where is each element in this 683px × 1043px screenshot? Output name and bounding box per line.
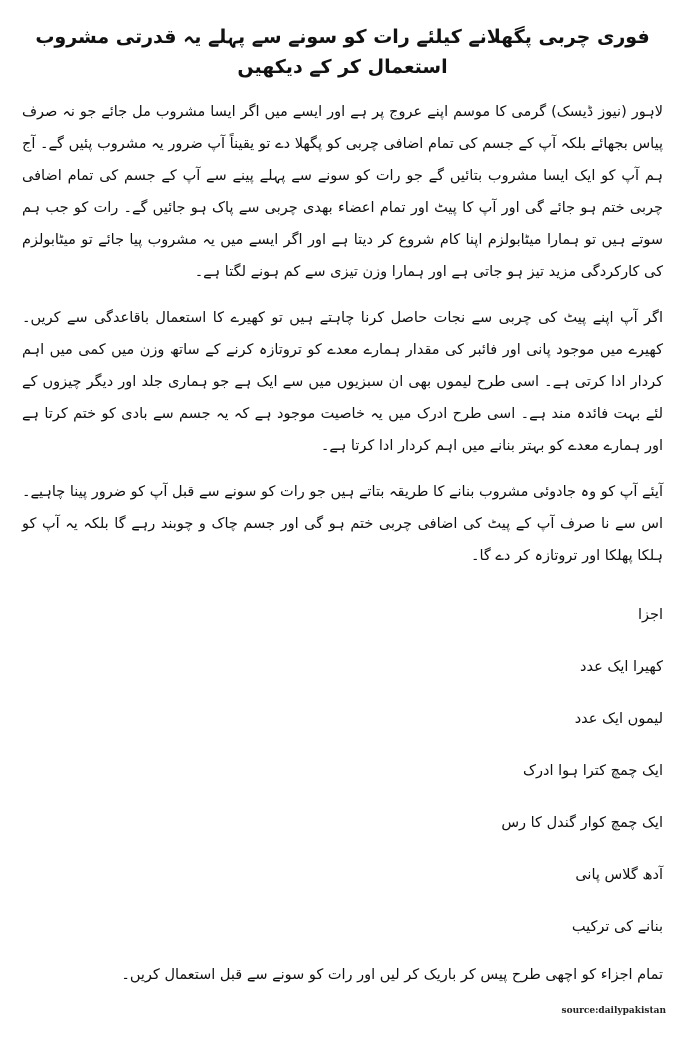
ingredients-title: اجزا [637,607,663,623]
ingredient-item: ایک چمچ کترا ہوا ادرک [523,763,663,779]
ingredient-item: ایک چمچ کوار گندل کا رس [501,815,663,831]
method-title: بنانے کی ترکیب [571,919,663,935]
article-paragraph: لاہور (نیوز ڈیسک) گرمی کا موسم اپنے عروج پر ہے اور ایسے میں اگر ایسا مشروب مل جائے جو نہ صرف پیاس بجھائے بلکہ آپ کے جسم کی تمام اضافی چربی کو پگھلا دے تو یقیناً آپ ضرور یہ مشروب پئیں گے۔ آج ہم آپ کو ایک ایسا مشروب بتائیں گے جو رات کو سونے سے پہلے پینے سے آپ کے جسم کی تمام اضافی چربی ختم ہو جائے گی اور آپ کا پیٹ اور تمام اعضاء بھدی چربی سے پاک ہو جائیں گے۔ رات کو جب ہم سوتے ہیں تو ہمارا میٹابولزم اپنا کام شروع کر دیتا ہے اور اگر ایسے میں یہ مشروب پیا جائے تو میٹابولزم کی کارکردگی مزید تیز ہو جاتی ہے اور ہمارا وزن تیزی سے کم ہونے لگتا ہے۔ [22,104,663,280]
method-text: تمام اجزاء کو اچھی طرح پیس کر باریک کر لیں اور رات کو سونے سے قبل استعمال کریں۔ [121,967,663,983]
article-headline: فوری چربی پگھلانے کیلئے رات کو سونے سے پہلے یہ قدرتی مشروب استعمال کر کے دیکھیں [35,26,650,78]
ingredient-item: لیموں ایک عدد [574,711,663,727]
ingredient-item: آدھ گلاس پانی [575,867,663,883]
article-paragraph: اگر آپ اپنے پیٹ کی چربی سے نجات حاصل کرنا چاہتے ہیں تو کھیرے کا استعمال باقاعدگی سے کریں۔ کھیرے میں موجود پانی اور فائبر کی مقدار ہمارے معدے کو تروتازہ کرنے کے ساتھ وزن میں کمی میں اہم کردار ادا کرتی ہے۔ اسی طرح لیموں بھی ان سبزیوں میں سے ایک ہے جو ہماری جلد اور دیگر چیزوں کے لئے بہت فائدہ مند ہے۔ اسی طرح ادرک میں یہ خاصیت موجود ہے کہ یہ جسم سے بادی کو ختم کرتا ہے اور ہمارے معدے کو بہتر بنانے میں اہم کردار ادا کرتا ہے۔ [22,310,663,454]
source-credit: source:dailypakistan [561,1006,666,1016]
ingredient-item: کھیرا ایک عدد [580,659,663,675]
article-paragraph: آیئے آپ کو وہ جادوئی مشروب بنانے کا طریقہ بتاتے ہیں جو رات کو سونے سے قبل آپ کو ضرور پینا چاہیے۔ اس سے نا صرف آپ کے پیٹ کی اضافی چربی ختم ہو گی اور جسم چاک و چوبند رہے گا بلکہ یہ آپ کو ہلکا پھلکا اور تروتازہ کر دے گا۔ [22,484,663,564]
ingredients-section [22,600,663,990]
